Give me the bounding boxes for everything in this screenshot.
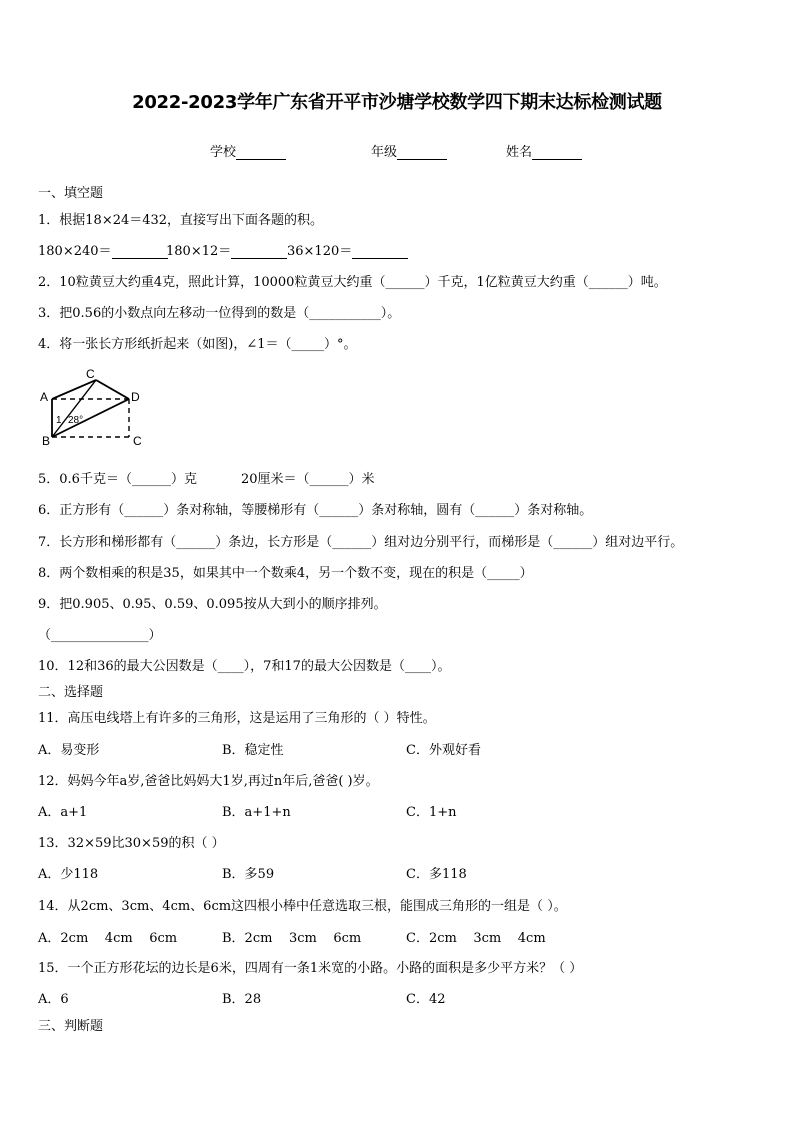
label-c-top: C — [86, 367, 95, 381]
section-choice-heading: 二、选择题 — [38, 685, 104, 700]
q12-option-b[interactable]: B．a+1+n — [222, 805, 291, 820]
q1-sub-3-blank[interactable] — [352, 245, 408, 259]
q15-option-b[interactable]: B．28 — [222, 992, 262, 1007]
question-5b: 20厘米＝（______）米 — [241, 472, 375, 487]
q11-option-a[interactable]: A．易变形 — [38, 743, 100, 758]
question-3: 3．把0.56的小数点向左移动一位得到的数是（___________）。 — [38, 306, 401, 321]
question-7: 7．长方形和梯形都有（______）条边，长方形是（______）组对边分别平行，而梯形是（______）组对边平行。 — [38, 535, 684, 550]
grade-field — [371, 141, 447, 160]
q12-option-a[interactable]: A．a+1 — [38, 805, 88, 820]
question-8: 8．两个数相乘的积是35，如果其中一个数乘4，另一个数不变，现在的积是（_____） — [38, 566, 533, 581]
q12-option-c[interactable]: C．1+n — [406, 805, 457, 820]
q11-option-b[interactable]: B．稳定性 — [222, 743, 284, 758]
q14-option-b[interactable]: B．2cm 3cm 6cm — [222, 931, 362, 946]
question-11: 11．高压电线塔上有许多的三角形，这是运用了三角形的（ ）特性。 — [38, 711, 436, 726]
q11-option-c[interactable]: C．外观好看 — [406, 743, 481, 758]
q13-option-c[interactable]: C．多118 — [406, 867, 467, 882]
label-d: D — [131, 390, 140, 404]
q1-sub-2-blank[interactable] — [231, 245, 287, 259]
label-angle-1: 1 — [56, 415, 62, 426]
question-6: 6．正方形有（______）条对称轴，等腰梯形有（______）条对称轴，圆有（______）条对称轴。 — [38, 503, 593, 518]
q13-option-b[interactable]: B．多59 — [222, 867, 275, 882]
label-c-bottom: C — [133, 434, 142, 448]
question-15: 15．一个正方形花坛的边长是6米，四周有一条1米宽的小路。小路的面积是多少平方米？（ ） — [38, 961, 583, 976]
q15-option-a[interactable]: A．6 — [38, 992, 69, 1007]
school-label: 学校 — [210, 145, 237, 160]
q15-option-c[interactable]: C．42 — [406, 992, 446, 1007]
question-1-sub-3 — [287, 240, 408, 259]
name-label: 姓名 — [506, 145, 533, 160]
question-13: 13．32×59比30×59的积（ ） — [38, 836, 225, 851]
school-blank[interactable] — [236, 146, 286, 160]
question-10: 10．12和36的最大公因数是（____），7和17的最大公因数是（____）。 — [38, 659, 451, 674]
name-field — [506, 141, 582, 160]
label-angle-28: 28° — [68, 415, 84, 426]
q13-option-a[interactable]: A．少118 — [38, 867, 99, 882]
question-5a: 5．0.6千克＝（______）克 — [38, 472, 197, 487]
grade-blank[interactable] — [397, 146, 447, 160]
question-1-sub-1 — [38, 240, 168, 259]
page-title: 2022-2023学年广东省开平市沙塘学校数学四下期末达标检测试题 — [132, 92, 662, 113]
question-1: 1．根据18×24＝432，直接写出下面各题的积。 — [38, 213, 324, 228]
section-fill-heading: 一、填空题 — [38, 186, 104, 201]
question-9-blank[interactable]: （_______________） — [38, 628, 162, 643]
q1-sub-3-text: 36×120＝ — [287, 244, 353, 259]
question-9: 9．把0.905、0.95、0.59、0.095按从大到小的顺序排列。 — [38, 597, 387, 612]
label-b: B — [42, 434, 51, 448]
q14-option-a[interactable]: A．2cm 4cm 6cm — [38, 931, 178, 946]
question-12: 12．妈妈今年a岁,爸爸比妈妈大1岁,再过n年后,爸爸( )岁。 — [38, 774, 379, 789]
q1-sub-2-text: 180×12＝ — [166, 244, 232, 259]
folded-rectangle-figure — [36, 365, 146, 449]
school-field — [210, 141, 286, 160]
name-blank[interactable] — [532, 146, 582, 160]
q14-option-c[interactable]: C．2cm 3cm 4cm — [406, 931, 546, 946]
section-judge-heading: 三、判断题 — [38, 1019, 104, 1034]
question-14: 14．从2cm、3cm、4cm、6cm这四根小棒中任意选取三根，能围成三角形的一组是（ ）。 — [38, 899, 567, 914]
q1-sub-1-text: 180×240＝ — [38, 244, 112, 259]
q1-sub-1-blank[interactable] — [112, 245, 168, 259]
label-a: A — [40, 390, 49, 404]
question-4: 4．将一张长方形纸折起来（如图)，∠1＝（_____）°。 — [38, 337, 357, 352]
question-2: 2．10粒黄豆大约重4克，照此计算，10000粒黄豆大约重（______）千克，1亿粒黄豆大约重（______）吨。 — [38, 275, 667, 290]
question-1-sub-2 — [166, 240, 287, 259]
grade-label: 年级 — [371, 145, 398, 160]
